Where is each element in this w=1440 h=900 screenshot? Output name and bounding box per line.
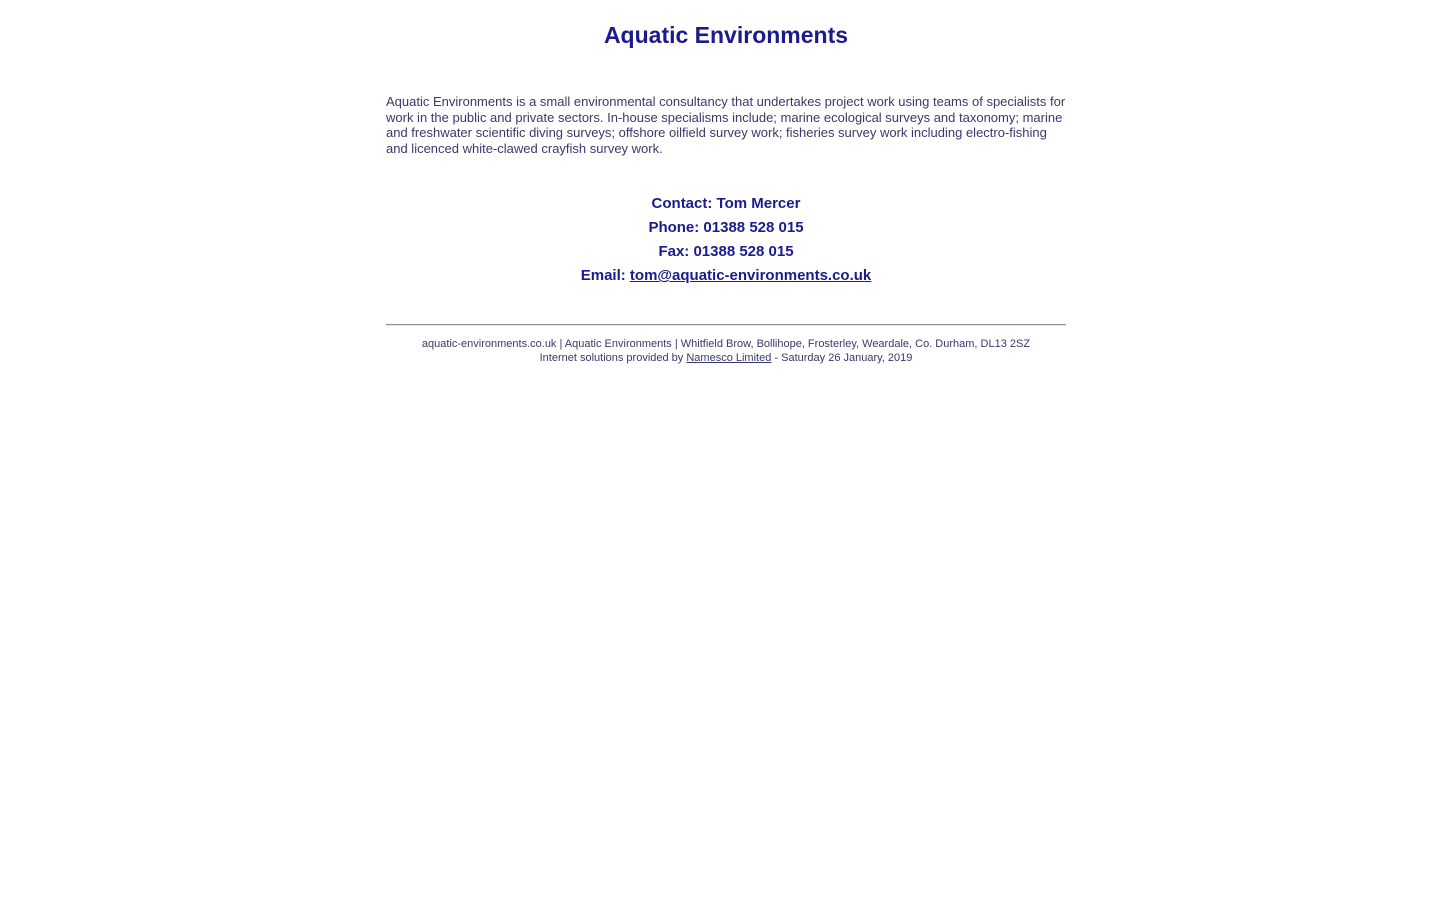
email-line [386,264,1066,288]
footer-credit-suffix: - Saturday 26 January, 2019 [771,352,913,364]
page-title: Aquatic Environments [603,22,849,48]
footer-credit-prefix: Internet solutions provided by [539,352,687,364]
email-label: Email: [580,267,630,284]
footer-credit-line [386,351,1066,365]
email-link[interactable]: tom@aquatic-environments.co.uk [629,267,872,284]
fax-line: Fax: 01388 528 015 [658,243,794,260]
contact-name-line: Contact: Tom Mercer [651,195,801,212]
namesco-link[interactable]: Namesco Limited [686,352,772,364]
footer [386,337,1066,365]
main-content [386,22,1066,365]
footer-divider [386,324,1066,326]
footer-address-line: aquatic-environments.co.uk | Aquatic Environments | Whitfield Brow, Bollihope, Frosterley, Weardale, Co. Durham, DL13 2SZ [421,338,1031,350]
contact-block [386,192,1066,288]
phone-line: Phone: 01388 528 015 [648,219,804,236]
company-description: Aquatic Environments is a small environmental consultancy that undertakes project work using teams of specialists for work in the public and private sectors. In-house specialisms include; marine ecological surveys and taxonomy; marine and freshwater scientific diving surveys; offshore oilfield survey work; fisheries survey work including electro-fishing and licenced white-clawed crayfish survey work. [386,94,1066,156]
